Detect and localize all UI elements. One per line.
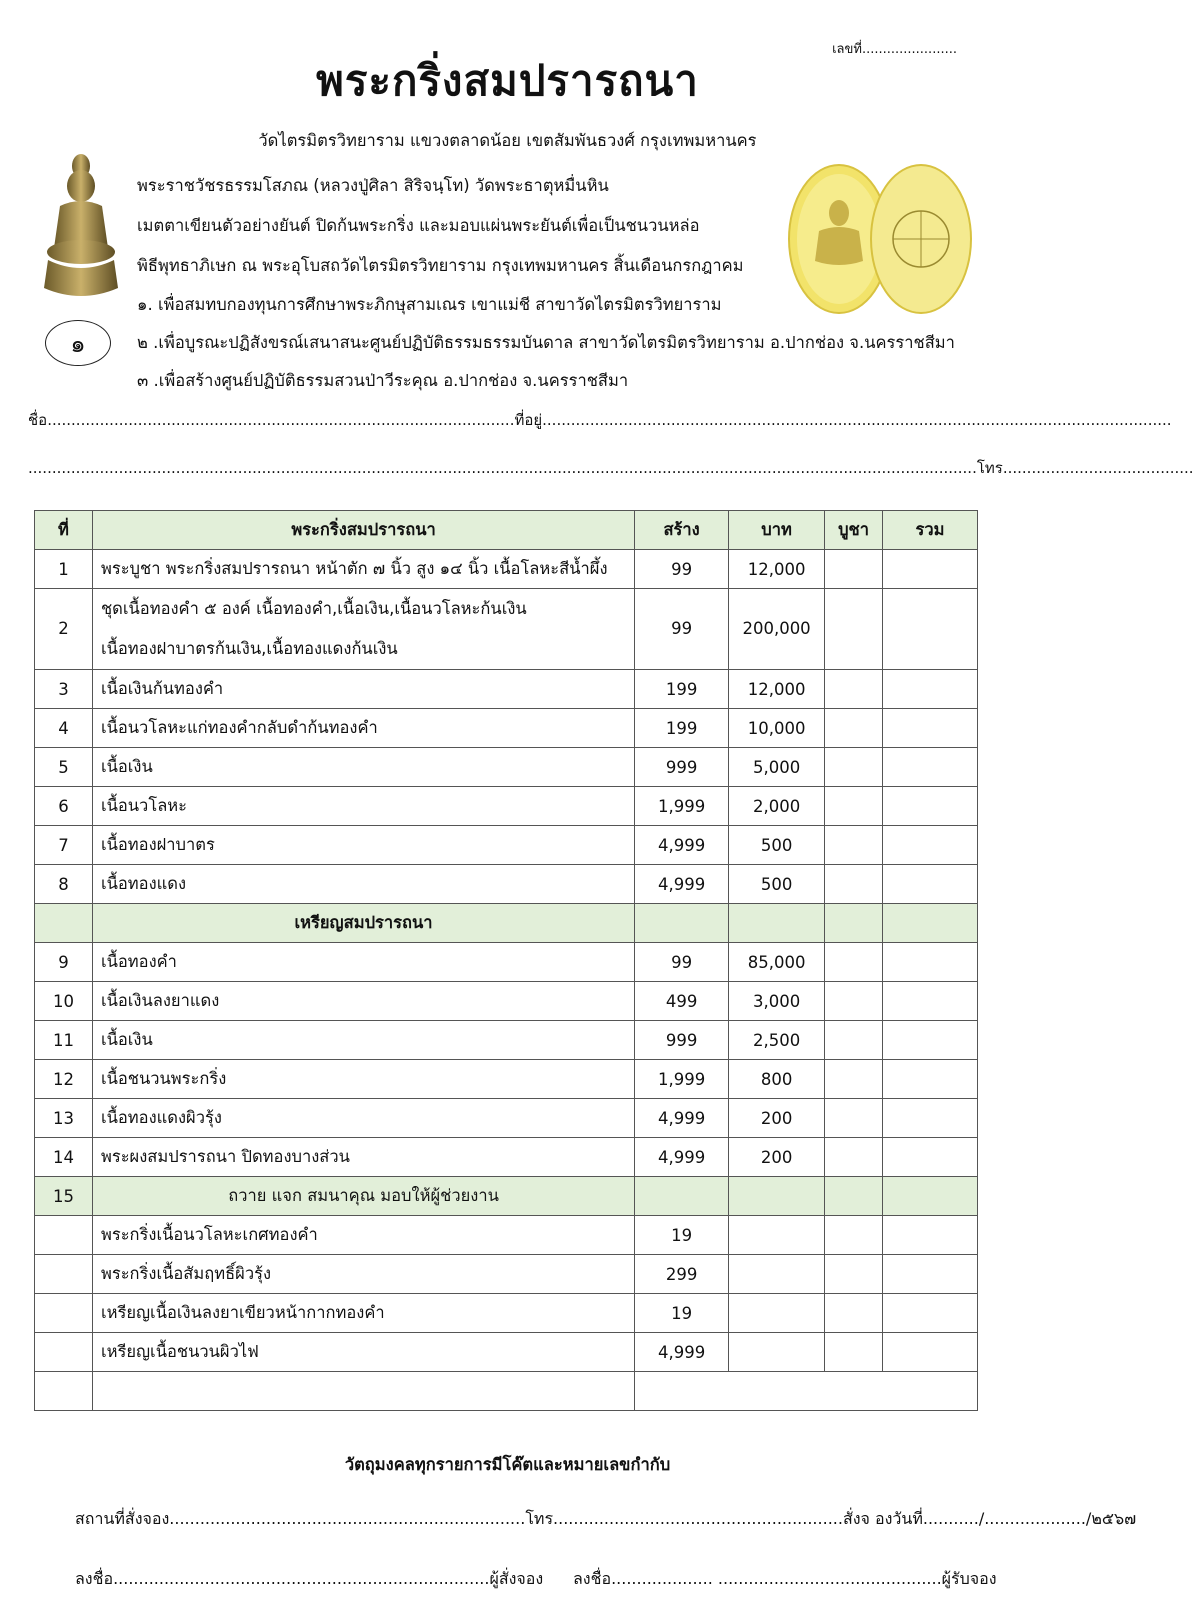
order-cell[interactable] — [825, 670, 883, 709]
table-header-row — [35, 511, 978, 550]
table-row: 2 ชุดเนื้อทองคำ ๕ องค์ เนื้อทองคำ,เนื้อเงิน,เนื้อนวโลหะก้นเงิน เนื้อทองฝาบาตรก้นเงิน,เนื้อทองแดงก้นเงิน 99 200,000 — [35, 589, 978, 670]
total-cell[interactable] — [883, 1255, 978, 1294]
total-cell[interactable] — [883, 709, 978, 748]
table-row: พระกริ่งเนื้อนวโลหะเกศทองคำ 19 — [35, 1216, 978, 1255]
table-row: เหรียญเนื้อเงินลงยาเขียวหน้ากากทองคำ 19 — [35, 1294, 978, 1333]
table-row: 5 เนื้อเงิน 999 5,000 — [35, 748, 978, 787]
ceremony-line: พิธีพุทธาภิเษก ณ พระอุโบสถวัดไตรมิตรวิทยาราม กรุงเทพมหานคร สิ้นเดือนกรกฎาคม — [137, 256, 744, 275]
table-row: เหรียญเนื้อชนวนผิวไฟ 4,999 — [35, 1333, 978, 1372]
monk-line: พระราชวัชรธรรมโสภณ (หลวงปู่ศิลา สิริจนฺโท) วัดพระธาตุหมื่นหิน — [137, 176, 609, 195]
table-row: 8 เนื้อทองแดง 4,999 500 — [35, 865, 978, 904]
order-cell[interactable] — [825, 1021, 883, 1060]
total-cell[interactable] — [883, 1294, 978, 1333]
orderer-signature-field[interactable]: ลงชื่อ..........................................................................ผู้สั่งจอง — [75, 1569, 544, 1588]
table-row: 12 เนื้อชนวนพระกริ่ง 1,999 800 — [35, 1060, 978, 1099]
order-table — [34, 510, 978, 1411]
total-cell[interactable] — [883, 787, 978, 826]
order-place-field[interactable]: สถานที่สั่งจอง......................................................................โทร.........................................................สั่งจ องวันที่.........../..................../๒๕๖๗ — [75, 1509, 1137, 1528]
purpose-2: ๒ .เพื่อบูรณะปฏิสังขรณ์เสนาสนะศูนย์ปฏิบัติธรรมธรรมบันดาล สาขาวัดไตรมิตรวิทยาราม อ.ปากช่อง จ.นครราชสีมา — [137, 333, 955, 352]
table-row: 4 เนื้อนวโลหะแก่ทองคำกลับดำก้นทองคำ 199 10,000 — [35, 709, 978, 748]
purpose-1: ๑. เพื่อสมทบกองทุนการศึกษาพระภิกษุสามเณร เขาแม่ชี สาขาวัดไตรมิตรวิทยาราม — [137, 295, 722, 314]
gold-medal-image — [787, 155, 975, 317]
section-title: เหรียญสมปรารถนา — [92, 904, 634, 943]
order-cell[interactable] — [825, 1060, 883, 1099]
page-title: พระกริ่งสมปรารถนา — [316, 56, 699, 105]
total-cell[interactable] — [883, 1099, 978, 1138]
order-cell[interactable] — [825, 1216, 883, 1255]
total-cell[interactable] — [883, 1060, 978, 1099]
table-row: 3 เนื้อเงินก้นทองคำ 199 12,000 — [35, 670, 978, 709]
document-number: เลขที่....................... — [832, 42, 957, 57]
section-title: ถวาย แจก สมนาคุณ มอบให้ผู้ช่วยงาน — [92, 1177, 634, 1216]
order-cell[interactable] — [825, 982, 883, 1021]
total-cell[interactable] — [883, 943, 978, 982]
table-row: 13 เนื้อทองแดงผิวรุ้ง 4,999 200 — [35, 1099, 978, 1138]
order-cell[interactable] — [825, 589, 883, 670]
table-row: 10 เนื้อเงินลงยาแดง 499 3,000 — [35, 982, 978, 1021]
table-row: 1 พระบูชา พระกริ่งสมปรารถนา หน้าตัก ๗ นิ้ว สูง ๑๔ นิ้ว เนื้อโลหะสีน้ำผึ้ง 99 12,000 — [35, 550, 978, 589]
total-cell[interactable] — [883, 865, 978, 904]
footer-note: วัตถุมงคลทุกรายการมีโค๊ตและหมายเลขกำกับ — [344, 1455, 671, 1474]
col-price: บาท — [729, 511, 825, 550]
total-cell[interactable] — [883, 748, 978, 787]
yantra-line: เมตตาเขียนตัวอย่างยันต์ ปิดก้นพระกริ่ง และมอบแผ่นพระยันต์เพื่อเป็นชนวนหล่อ — [137, 216, 700, 235]
order-cell[interactable] — [825, 748, 883, 787]
table-row: 7 เนื้อทองฝาบาตร 4,999 500 — [35, 826, 978, 865]
order-cell[interactable] — [825, 709, 883, 748]
order-cell[interactable] — [825, 787, 883, 826]
section-header-row — [35, 904, 978, 943]
phone-field[interactable]: .......................................................................................................................................................................................................โทร........................................ — [28, 459, 1194, 477]
section-header-row: 15 ถวาย แจก สมนาคุณ มอบให้ผู้ช่วยงาน — [35, 1177, 978, 1216]
col-made: สร้าง — [635, 511, 729, 550]
total-cell[interactable] — [883, 589, 978, 670]
order-cell[interactable] — [825, 1333, 883, 1372]
total-cell[interactable] — [883, 826, 978, 865]
name-address-field[interactable]: ชื่อ..................................................................................................ที่อยู่.................................................................................................................................... — [28, 411, 1172, 429]
col-order: บูชา — [825, 511, 883, 550]
table-row — [35, 1372, 978, 1411]
total-cell[interactable] — [883, 1138, 978, 1177]
col-no: ที่ — [35, 511, 93, 550]
table-row: พระกริ่งเนื้อสัมฤทธิ์ผิวรุ้ง 299 — [35, 1255, 978, 1294]
order-cell[interactable] — [825, 1255, 883, 1294]
order-cell[interactable] — [825, 1099, 883, 1138]
table-row: 6 เนื้อนวโลหะ 1,999 2,000 — [35, 787, 978, 826]
total-cell[interactable] — [883, 1333, 978, 1372]
table-row: 14 พระผงสมปรารถนา ปิดทองบางส่วน 4,999 200 — [35, 1138, 978, 1177]
order-cell[interactable] — [825, 943, 883, 982]
order-cell[interactable] — [825, 826, 883, 865]
total-cell[interactable] — [883, 1021, 978, 1060]
order-cell[interactable] — [825, 865, 883, 904]
yantra-symbol-icon: ๑ — [45, 320, 111, 366]
col-item: พระกริ่งสมปรารถนา — [92, 511, 634, 550]
total-cell[interactable] — [883, 550, 978, 589]
order-cell[interactable] — [825, 1138, 883, 1177]
buddha-amulet-image — [40, 148, 122, 306]
col-total: รวม — [883, 511, 978, 550]
temple-line: วัดไตรมิตรวิทยาราม แขวงตลาดน้อย เขตสัมพันธวงศ์ กรุงเทพมหานคร — [258, 131, 757, 150]
total-cell[interactable] — [883, 982, 978, 1021]
purpose-3: ๓ .เพื่อสร้างศูนย์ปฏิบัติธรรมสวนป่าวีระคุณ อ.ปากช่อง จ.นครราชสีมา — [137, 371, 629, 390]
total-cell[interactable] — [883, 1216, 978, 1255]
total-cell[interactable] — [883, 670, 978, 709]
order-cell[interactable] — [825, 550, 883, 589]
receiver-signature-field[interactable]: ลงชื่อ.................... ............................................ผู้รับจอง — [573, 1569, 997, 1588]
table-row: 11 เนื้อเงิน 999 2,500 — [35, 1021, 978, 1060]
order-cell[interactable] — [825, 1294, 883, 1333]
table-row: 9 เนื้อทองคำ 99 85,000 — [35, 943, 978, 982]
